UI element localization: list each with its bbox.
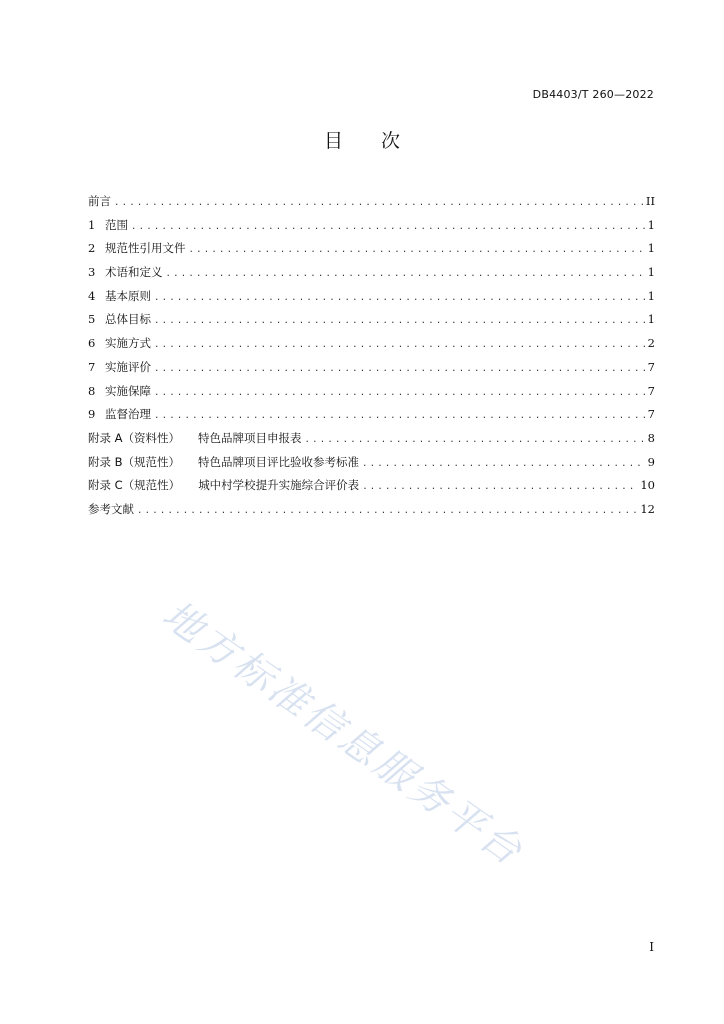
toc-entry-label: 前言 <box>88 194 111 208</box>
toc-entry-9[interactable] <box>88 403 655 427</box>
toc-entry-label: 实施方式 <box>105 336 151 351</box>
toc-entry-page: 7 <box>647 407 655 422</box>
toc-entry-label: 基本原则 <box>105 288 151 303</box>
toc-leader-dots <box>154 287 645 311</box>
document-code: DB4403/T 260—2022 <box>532 88 654 101</box>
toc-entry-label: 实施保障 <box>105 383 151 398</box>
toc-entry-references[interactable] <box>88 498 655 522</box>
toc-entry-label: 特色品牌项目申报表 <box>198 430 302 445</box>
toc-entry-1[interactable] <box>88 214 655 238</box>
toc-entry-number: 2 <box>88 241 96 256</box>
toc-entry-3[interactable] <box>88 261 655 285</box>
toc-entry-appendix-c[interactable] <box>88 474 655 498</box>
title-char-1: 目 <box>323 130 343 152</box>
toc-appendix-prefix: 附录 C（规范性） <box>88 478 181 493</box>
toc-entry-number: 6 <box>88 336 96 351</box>
toc-entry-page: II <box>645 194 655 208</box>
toc-entry-page: 2 <box>647 336 655 351</box>
toc-entry-page: 7 <box>647 383 655 398</box>
toc-leader-dots <box>362 476 637 500</box>
toc-entry-label: 监督治理 <box>105 407 151 422</box>
toc-leader-dots <box>154 405 645 429</box>
toc-leader-dots <box>154 310 645 334</box>
toc-leader-dots <box>114 192 643 216</box>
toc-entry-page: 1 <box>647 288 655 303</box>
toc-entry-appendix-a[interactable] <box>88 427 655 451</box>
toc-entry-number: 8 <box>88 383 96 398</box>
toc-entry-number: 1 <box>88 217 96 232</box>
toc-entry-2[interactable] <box>88 237 655 261</box>
page-number: I <box>649 940 654 954</box>
toc-entry-number: 5 <box>88 312 96 327</box>
toc-entry-label: 术语和定义 <box>105 265 163 280</box>
title-char-2: 次 <box>381 130 401 152</box>
toc-entry-appendix-b[interactable] <box>88 451 655 475</box>
toc-entry-page: 1 <box>647 312 655 327</box>
toc-entry-label: 特色品牌项目评比验收参考标准 <box>198 454 360 469</box>
toc-leader-dots <box>154 382 645 406</box>
toc-entry-label: 范围 <box>105 217 128 232</box>
toc-entry-page: 12 <box>640 501 655 516</box>
toc-entry-label: 参考文献 <box>88 501 134 516</box>
toc-entry-page: 1 <box>647 241 655 256</box>
toc-entry-page: 8 <box>647 430 655 445</box>
toc-entry-page: 1 <box>647 217 655 232</box>
toc-leader-dots <box>154 358 645 382</box>
toc-entry-6[interactable] <box>88 332 655 356</box>
toc-leader-dots <box>166 263 645 287</box>
toc-entry-page: 10 <box>640 478 655 493</box>
toc-leader-dots <box>189 239 645 263</box>
toc-leader-dots <box>131 216 645 240</box>
table-of-contents <box>88 190 655 522</box>
page-title <box>0 126 724 153</box>
toc-entry-7[interactable] <box>88 356 655 380</box>
toc-entry-8[interactable] <box>88 380 655 404</box>
watermark: 地方标准信息服务平台 <box>154 592 533 876</box>
toc-entry-label: 实施评价 <box>105 359 151 374</box>
toc-entry-4[interactable] <box>88 285 655 309</box>
toc-leader-dots <box>154 334 645 358</box>
toc-entry-number: 4 <box>88 288 96 303</box>
toc-entry-page: 9 <box>647 454 655 469</box>
toc-appendix-prefix: 附录 B（规范性） <box>88 454 181 469</box>
toc-entry-number: 7 <box>88 359 96 374</box>
toc-entry-page: 7 <box>647 359 655 374</box>
toc-leader-dots <box>362 453 645 477</box>
toc-entry-label: 总体目标 <box>105 312 151 327</box>
toc-leader-dots <box>305 429 645 453</box>
toc-entry-foreword[interactable] <box>88 190 655 214</box>
toc-appendix-prefix: 附录 A（资料性） <box>88 430 181 445</box>
toc-entry-label: 城中村学校提升实施综合评价表 <box>198 478 360 493</box>
toc-entry-page: 1 <box>647 265 655 280</box>
toc-entry-5[interactable] <box>88 308 655 332</box>
toc-entry-label: 规范性引用文件 <box>105 241 186 256</box>
toc-entry-number: 3 <box>88 265 96 280</box>
toc-entry-number: 9 <box>88 407 96 422</box>
toc-leader-dots <box>137 500 637 524</box>
